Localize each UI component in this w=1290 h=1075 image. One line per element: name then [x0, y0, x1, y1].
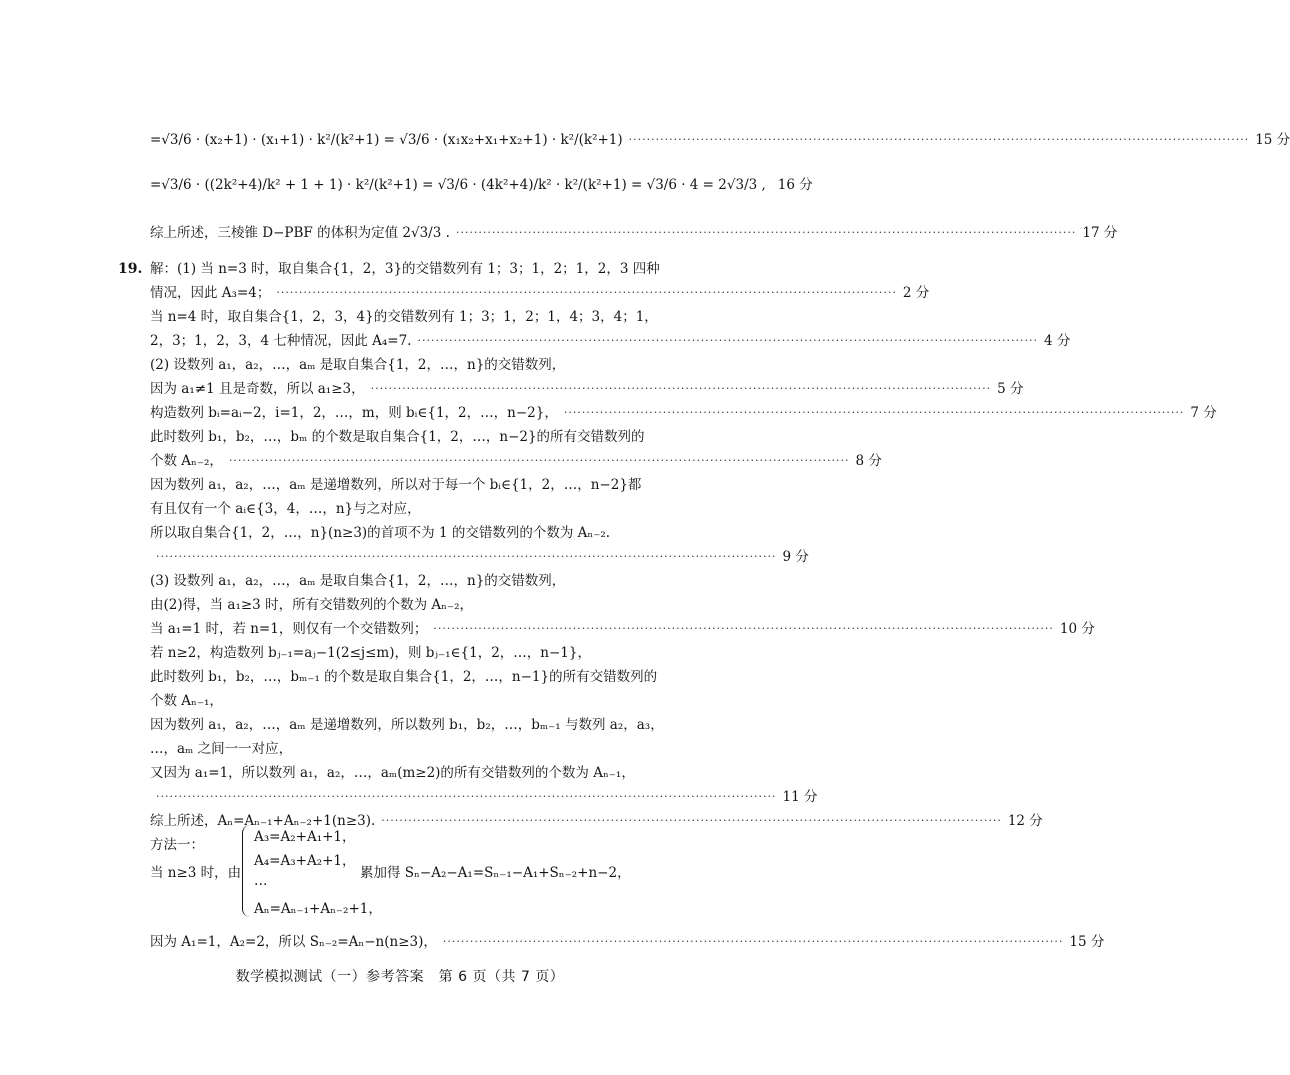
solution-line [150, 545, 809, 569]
solution-line [150, 497, 680, 521]
system-row: A₄=A₃+A₂+1， [254, 853, 356, 869]
solution-line [150, 281, 930, 305]
line-text: 构造数列 bᵢ=aᵢ−2，i=1，2，…，m，则 bᵢ∈{1，2，…，n−2}， [150, 405, 558, 421]
score-label: 11 分 [782, 789, 818, 805]
line-text: =√3/6 · (x₂+1) · (x₁+1) · k²/(k²+1) = √3/6 · (x₁x₂+x₁+x₂+1) · k²/(k²+1) [150, 132, 623, 148]
score-label: 10 分 [1059, 621, 1095, 637]
leader-dots [371, 377, 992, 401]
solution-line [150, 785, 818, 809]
solution-line [150, 617, 1095, 641]
line-text: 有且仅有一个 aᵢ∈{3，4，…，n}与之对应， [150, 501, 421, 517]
line-text: 解：(1) 当 n=3 时，取自集合{1，2，3}的交错数列有 1；3；1，2；1，2，3 四种 [150, 261, 660, 277]
system-row: Aₙ=Aₙ₋₁+Aₙ₋₂+1， [254, 901, 382, 917]
line-text: 综上所述，Aₙ=Aₙ₋₁+Aₙ₋₂+1(n≥3). [150, 813, 376, 829]
leader-dots [156, 785, 777, 809]
solution-line [150, 208, 1118, 258]
solution-line [150, 257, 680, 281]
line-text: 个数 Aₙ₋₁， [150, 693, 223, 709]
leader-dots [564, 401, 1185, 425]
leader-dots [629, 115, 1250, 165]
line-text: 方法一： [150, 837, 204, 853]
score-label: 4 分 [1044, 333, 1071, 349]
system-tail: 累加得 Sₙ−A₂−A₁=Sₙ₋₁−A₁+Sₙ₋₂+n−2， [360, 865, 631, 881]
solution-line [150, 377, 1024, 401]
leader-dots [229, 449, 850, 473]
solution-line [150, 569, 680, 593]
solution-line [150, 305, 680, 329]
line-text: 此时数列 b₁，b₂，…，bₘ₋₁ 的个数是取自集合{1，2，…，n−1}的所有交错数列的 [150, 669, 658, 685]
question-number: 19. [118, 261, 143, 277]
leader-dots [433, 617, 1054, 641]
line-text: 情况，因此 A₃=4； [150, 285, 271, 301]
score-label: 15 分 [1255, 132, 1290, 148]
system-row: … [254, 873, 268, 889]
solution-line [150, 713, 680, 737]
solution-line [150, 665, 680, 689]
solution-line [150, 329, 1071, 353]
recurrence-system [150, 825, 710, 920]
solution-line [150, 160, 813, 210]
solution-line [150, 737, 680, 761]
leader-dots [417, 329, 1038, 353]
line-text: 因为 A₁=1，A₂=2，所以 Sₙ₋₂=Aₙ−n(n≥3)， [150, 934, 437, 950]
solution-line [150, 401, 1217, 425]
score-label: 16 分 [777, 177, 813, 193]
solution-line [150, 593, 680, 617]
line-text: (2) 设数列 a₁，a₂，…，aₘ 是取自集合{1，2，…，n}的交错数列， [150, 357, 566, 373]
line-text: =√3/6 · ((2k²+4)/k² + 1 + 1) · k²/(k²+1) = √3/6 · (4k²+4)/k² · k²/(k²+1) = √3/6 · 4 = 2√3/3 , [150, 177, 766, 193]
line-text: …，aₘ 之间一一对应， [150, 741, 293, 757]
line-text: 综上所述，三棱锥 D−PBF 的体积为定值 2√3/3 . [150, 225, 450, 241]
line-text: 由(2)得，当 a₁≥3 时，所有交错数列的个数为 Aₙ₋₂， [150, 597, 473, 613]
solution-line [150, 761, 680, 785]
leader-dots [156, 545, 777, 569]
line-text: 因为数列 a₁，a₂，…，aₘ 是递增数列，所以数列 b₁，b₂，…，bₘ₋₁ 与数列 a₂，a₃， [150, 717, 664, 733]
system-lead: 当 n≥3 时，由 [150, 865, 242, 881]
line-text: 个数 Aₙ₋₂， [150, 453, 223, 469]
line-text: 因为数列 a₁，a₂，…，aₘ 是递增数列，所以对于每一个 bᵢ∈{1，2，…，n−2}都 [150, 477, 642, 493]
line-text: 当 n=4 时，取自集合{1，2，3，4}的交错数列有 1；3；1，2；1，4；3，4；1， [150, 309, 658, 325]
leader-dots [443, 930, 1064, 954]
solution-line [150, 353, 680, 377]
score-label: 7 分 [1190, 405, 1217, 421]
page-footer: 数学模拟测试（一）参考答案 第 6 页（共 7 页） [235, 969, 565, 985]
left-brace [242, 825, 253, 917]
solution-line [150, 115, 1290, 165]
score-label: 15 分 [1069, 934, 1105, 950]
score-label: 2 分 [902, 285, 930, 301]
leader-dots [276, 281, 897, 305]
score-label: 17 分 [1082, 225, 1118, 241]
line-text: 若 n≥2，构造数列 bⱼ₋₁=aⱼ−1(2≤j≤m)，则 bⱼ₋₁∈{1，2，…，n−1}， [150, 645, 591, 661]
solution-line [150, 641, 680, 665]
solution-line [150, 930, 1105, 954]
score-label: 9 分 [782, 549, 809, 565]
line-text: 因为 a₁≠1 且是奇数，所以 a₁≥3， [150, 381, 365, 397]
system-row: A₃=A₂+A₁+1， [254, 829, 356, 845]
line-text: 当 a₁=1 时，若 n=1，则仅有一个交错数列； [150, 621, 428, 637]
line-text: 又因为 a₁=1，所以数列 a₁，a₂，…，aₘ(m≥2)的所有交错数列的个数为 Aₙ₋₁， [150, 765, 635, 781]
solution-line [150, 449, 882, 473]
solution-line [150, 521, 680, 545]
score-label: 8 分 [855, 453, 882, 469]
line-text: 此时数列 b₁，b₂，…，bₘ 的个数是取自集合{1，2，…，n−2}的所有交错数列的 [150, 429, 645, 445]
leader-dots [456, 208, 1077, 258]
solution-line [150, 689, 680, 713]
line-text: (3) 设数列 a₁，a₂，…，aₘ 是取自集合{1，2，…，n}的交错数列， [150, 573, 566, 589]
score-label: 5 分 [997, 381, 1024, 397]
line-text: 所以取自集合{1，2，…，n}(n≥3)的首项不为 1 的交错数列的个数为 Aₙ₋₂. [150, 525, 611, 541]
line-text: 2，3；1，2，3，4 七种情况，因此 A₄=7. [150, 333, 412, 349]
score-label: 12 分 [1007, 813, 1043, 829]
solution-line [150, 425, 680, 449]
solution-line [150, 473, 680, 497]
